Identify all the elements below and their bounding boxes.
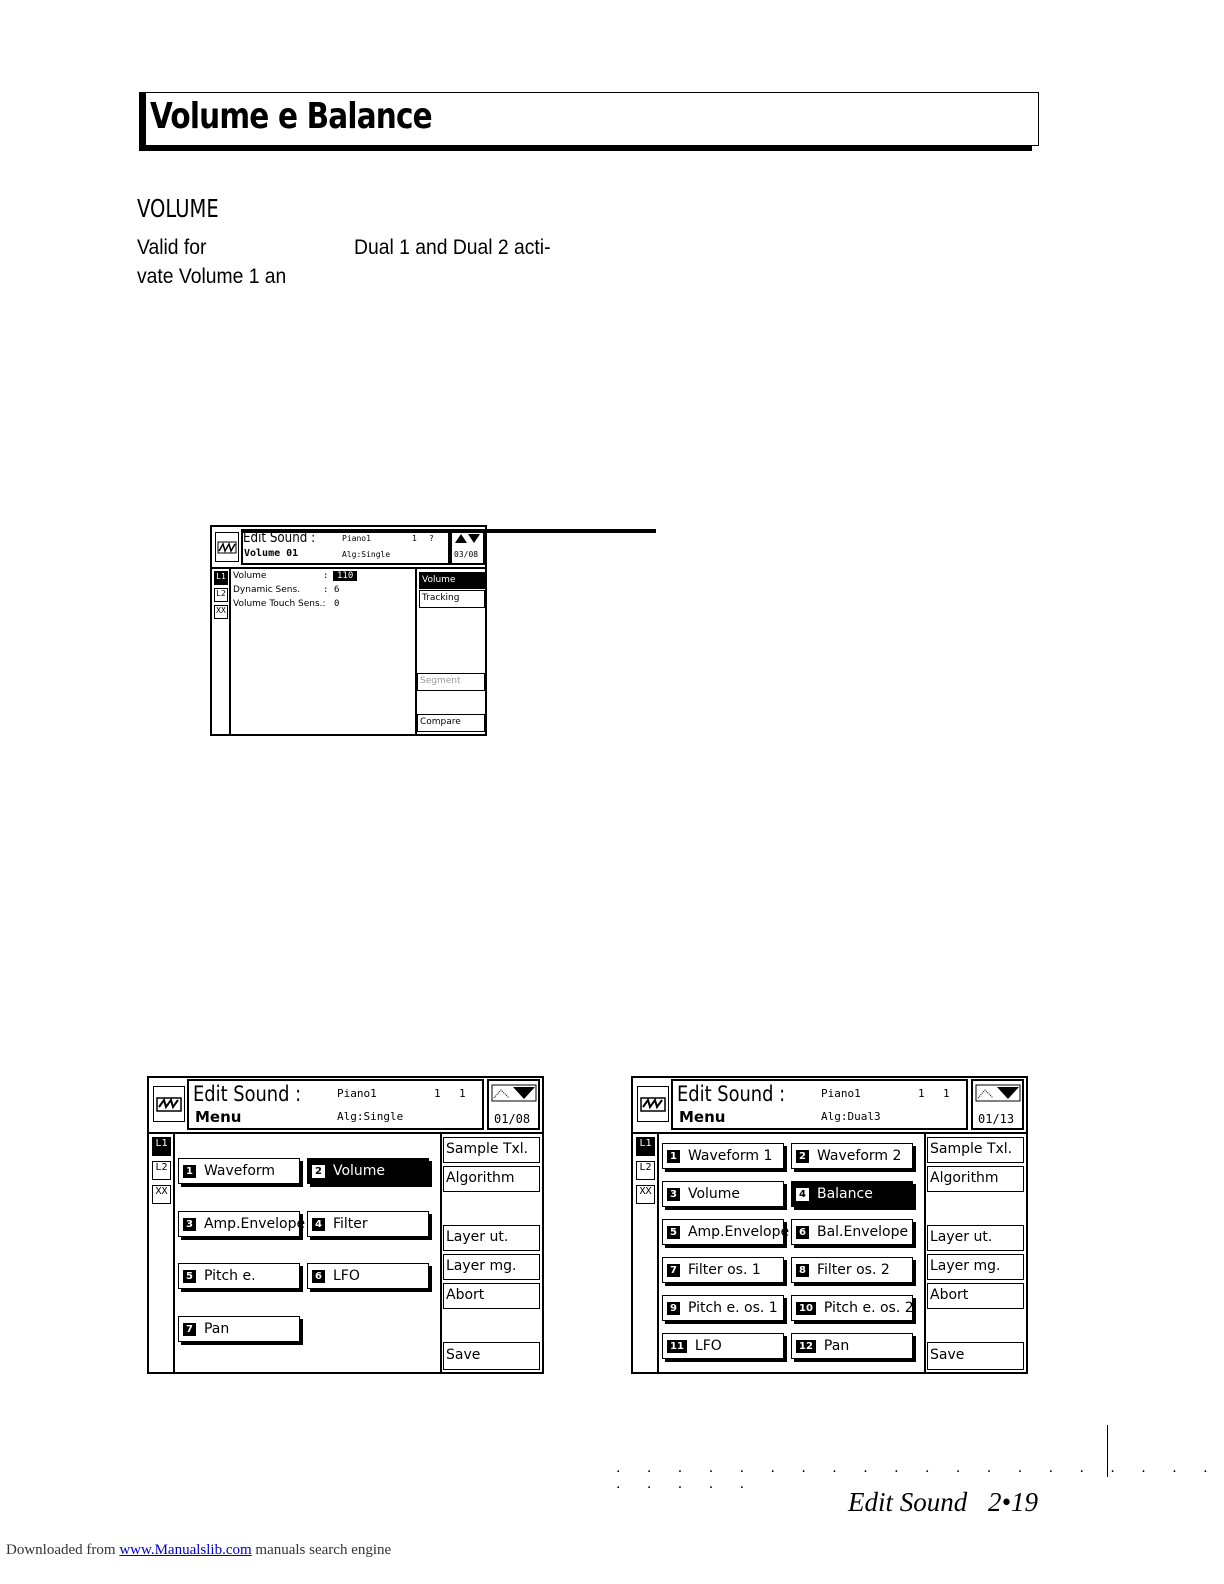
download-note (6, 1542, 391, 1559)
number-badge: 12 (796, 1340, 816, 1353)
sound-num2: ? (429, 534, 434, 543)
abort-button[interactable]: Abort (443, 1283, 540, 1309)
algorithm-label: Alg:Dual3 (821, 1110, 881, 1123)
menu-button-amp-envelope[interactable] (662, 1219, 790, 1245)
menu-button-waveform-1[interactable] (662, 1143, 784, 1169)
page-indicator: 03/08 (454, 550, 479, 559)
button-label: Pan (203, 1321, 230, 1337)
button-label: Pitch e. os. 1 (687, 1300, 778, 1316)
number-badge: 2 (796, 1150, 809, 1163)
sample-txl-button[interactable]: Sample Txl. (443, 1137, 540, 1163)
button-label: Waveform (203, 1163, 276, 1179)
number-badge: 9 (667, 1302, 680, 1315)
footer-dot-leader: . . . . . . . . . . . . . . . . . . . . . . . . . (616, 1460, 1219, 1492)
tab-l1[interactable]: L1 (636, 1137, 655, 1156)
tab-xx[interactable]: XX (152, 1185, 171, 1204)
screen-title: Edit Sound : (243, 530, 316, 546)
menu-button-filter[interactable] (307, 1211, 429, 1237)
button-label: Bal.Envelope (816, 1224, 909, 1240)
compare-button[interactable]: Compare (417, 714, 485, 732)
number-badge: 5 (183, 1270, 196, 1283)
body-text-line1b: Dual 1 and Dual 2 acti- (354, 236, 551, 259)
screen-subtitle: Menu (679, 1108, 726, 1126)
title-shadow (139, 145, 1032, 151)
number-badge: 10 (796, 1302, 816, 1315)
button-label: Pitch e. (203, 1268, 256, 1284)
number-badge: 1 (667, 1150, 680, 1163)
number-badge: 3 (183, 1218, 196, 1231)
page-box[interactable] (450, 529, 485, 565)
number-badge: 7 (667, 1264, 680, 1277)
sound-num1: 1 (918, 1087, 925, 1100)
layer-ut-button[interactable]: Layer ut. (443, 1225, 540, 1251)
menu-button-pitch[interactable] (178, 1263, 300, 1289)
tab-l1[interactable]: L1 (152, 1137, 171, 1156)
up-down-arrows-icon (973, 1082, 1023, 1104)
button-label: LFO (332, 1268, 360, 1284)
layer-mg-button[interactable]: Layer mg. (443, 1254, 540, 1280)
menu-button-filter-1[interactable] (662, 1257, 784, 1283)
sound-name: Piano1 (342, 534, 371, 543)
sound-num2: 1 (459, 1087, 466, 1100)
number-badge: 11 (667, 1340, 687, 1353)
number-badge: 2 (312, 1165, 325, 1178)
menu-button-bal-envelope[interactable] (791, 1219, 913, 1245)
tab-l2[interactable]: L2 (214, 588, 228, 602)
menu-button-volume[interactable] (662, 1181, 784, 1207)
tab-l2[interactable]: L2 (152, 1161, 171, 1180)
param-touch-value[interactable]: 0 (334, 599, 340, 609)
body-text-line2: vate Volume 1 an (137, 265, 287, 288)
menu-button-waveform[interactable] (178, 1158, 300, 1184)
number-badge: 4 (796, 1188, 809, 1201)
menu-button-lfo[interactable] (662, 1333, 784, 1359)
download-suffix: manuals search engine (255, 1542, 392, 1558)
button-label: Filter os. 1 (687, 1262, 761, 1278)
button-label: Pan (823, 1338, 850, 1354)
page-title: Volume e Balance (150, 96, 432, 137)
number-badge: 6 (312, 1270, 325, 1283)
section-heading: VOLUME (137, 194, 219, 223)
screen-title: Edit Sound : (193, 1082, 302, 1106)
page-indicator: 01/08 (494, 1112, 531, 1126)
param-dynamic-value[interactable]: 6 (334, 585, 340, 595)
algorithm-button[interactable]: Algorithm (927, 1166, 1024, 1192)
menu-button-balance[interactable] (791, 1181, 913, 1207)
button-label: Filter (332, 1216, 368, 1232)
page-box[interactable] (971, 1079, 1024, 1130)
number-badge: 1 (183, 1165, 196, 1178)
menu-button-pitch-1[interactable] (662, 1295, 784, 1321)
menu-single-screen (147, 1076, 544, 1374)
button-label: Pitch e. os. 2 (823, 1300, 914, 1316)
number-badge: 8 (796, 1264, 809, 1277)
sound-name: Piano1 (821, 1087, 861, 1100)
menu-button-waveform-2[interactable] (791, 1143, 913, 1169)
tab-xx[interactable]: XX (636, 1185, 655, 1204)
footer-page-number: 2•19 (988, 1487, 1038, 1517)
button-label: Waveform 1 (687, 1148, 773, 1164)
menu-button-lfo[interactable] (307, 1263, 429, 1289)
abort-button[interactable]: Abort (927, 1283, 1024, 1309)
menu-button-pan[interactable] (178, 1316, 300, 1342)
param-volume-value[interactable]: 110 (333, 571, 357, 581)
button-label: Waveform 2 (816, 1148, 902, 1164)
sound-num1: 1 (412, 534, 417, 543)
tab-xx[interactable]: XX (214, 605, 228, 619)
tab-l2[interactable]: L2 (636, 1161, 655, 1180)
number-badge: 6 (796, 1226, 809, 1239)
wave-icon (215, 532, 239, 562)
save-button[interactable]: Save (927, 1342, 1024, 1370)
algorithm-label: Alg:Single (342, 550, 391, 559)
tab-l1[interactable]: L1 (214, 571, 228, 585)
screen-subtitle: Menu (195, 1108, 242, 1126)
up-down-arrows-icon (452, 531, 483, 545)
algorithm-button[interactable]: Algorithm (443, 1166, 540, 1192)
wave-icon (153, 1086, 185, 1122)
page-box[interactable] (487, 1079, 540, 1130)
layer-ut-button[interactable]: Layer ut. (927, 1225, 1024, 1251)
menu-button-pan[interactable] (791, 1333, 913, 1359)
button-label: Balance (816, 1186, 873, 1202)
number-badge: 4 (312, 1218, 325, 1231)
menu-button-filter-2[interactable] (791, 1257, 913, 1283)
body-text-line1a: Valid for (137, 236, 207, 259)
sound-num1: 1 (434, 1087, 441, 1100)
button-label: Filter os. 2 (816, 1262, 890, 1278)
algorithm-label: Alg:Single (337, 1110, 404, 1123)
number-badge: 3 (667, 1188, 680, 1201)
screen-title: Edit Sound : (677, 1082, 786, 1106)
number-badge: 7 (183, 1323, 196, 1336)
menu-button-amp-envelope[interactable] (178, 1211, 306, 1237)
wave-icon (637, 1086, 669, 1122)
sample-txl-button[interactable]: Sample Txl. (927, 1137, 1024, 1163)
download-prefix: Downloaded from (6, 1542, 116, 1558)
button-label: LFO (694, 1338, 722, 1354)
button-label: Amp.Envelope (687, 1224, 790, 1240)
param-dynamic-label: Dynamic Sens. (233, 585, 301, 595)
manualslib-link[interactable]: www.Manualslib.com (119, 1542, 252, 1558)
up-down-arrows-icon (489, 1082, 539, 1104)
button-label: Volume (687, 1186, 741, 1202)
number-badge: 5 (667, 1226, 680, 1239)
param-volume-label: Volume (233, 571, 267, 581)
button-label: Volume (332, 1163, 386, 1179)
sound-num2: 1 (943, 1087, 950, 1100)
volume-screen: Edit Sound : Volume 01 Piano1 1 ? Alg:Single 03/08 L1 L2 XX Volume : 110 Dynamic Sens. : 6 Volume Touch Sens.: 0 Volume Tracking Segment Compare (210, 525, 487, 736)
page-indicator: 01/13 (978, 1112, 1015, 1126)
footer-section: Edit Sound (848, 1487, 968, 1517)
menu-dual-screen (631, 1076, 1028, 1374)
param-touch-label: Volume Touch Sens.: (233, 599, 326, 609)
screen-subtitle: Volume 01 (244, 548, 299, 559)
sound-name: Piano1 (337, 1087, 377, 1100)
volume-button[interactable]: Volume (419, 572, 485, 589)
button-label: Amp.Envelope (203, 1216, 306, 1232)
save-button[interactable]: Save (443, 1342, 540, 1370)
menu-button-pitch-2[interactable] (791, 1295, 913, 1321)
segment-button[interactable]: Segment (417, 673, 485, 691)
menu-button-volume[interactable] (307, 1158, 429, 1184)
layer-mg-button[interactable]: Layer mg. (927, 1254, 1024, 1280)
tracking-button[interactable]: Tracking (419, 590, 485, 608)
